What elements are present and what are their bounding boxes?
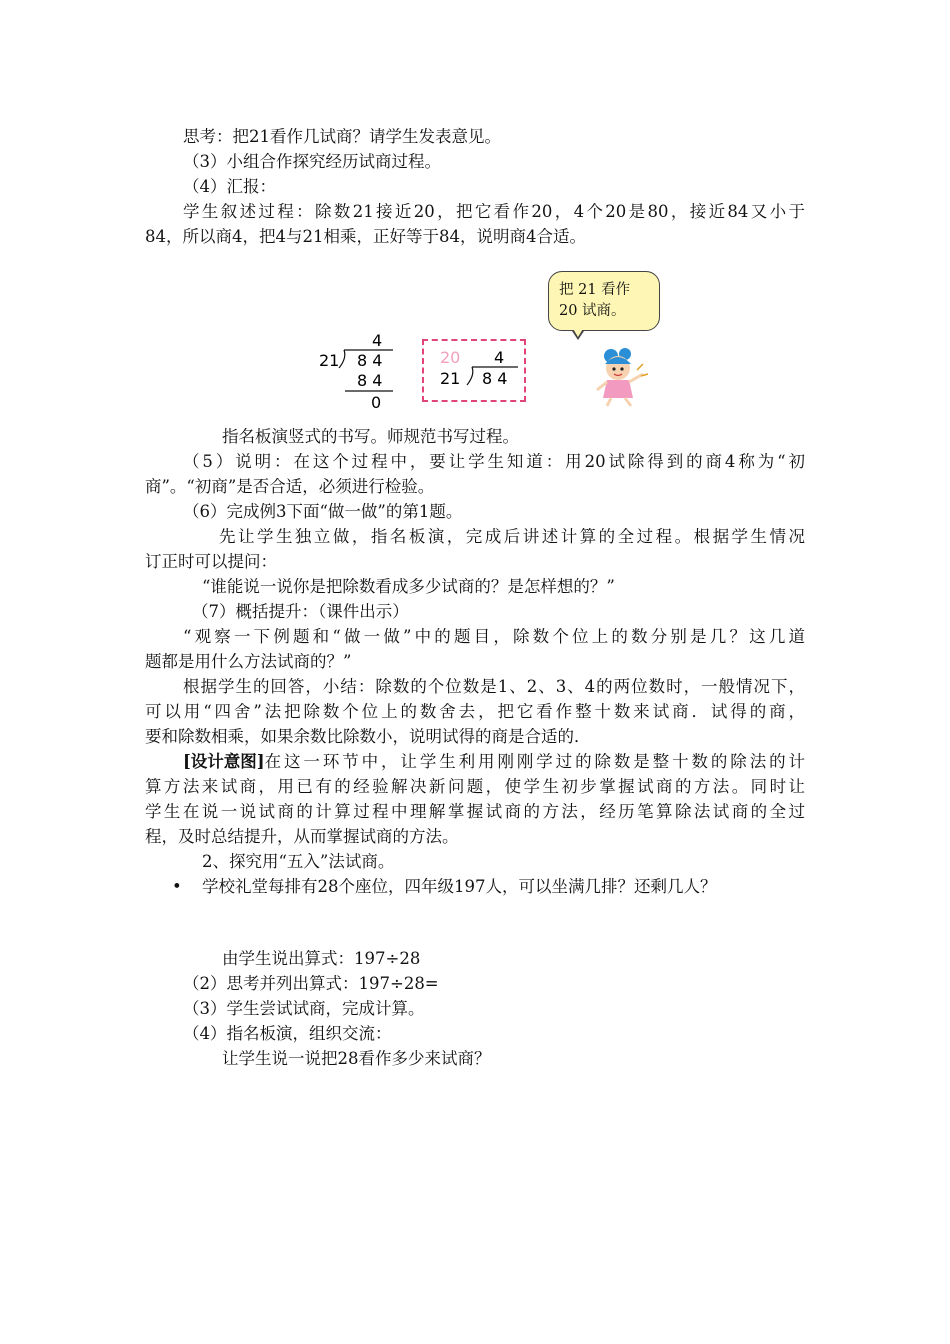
trial-divisor-real: 21 — [440, 369, 461, 388]
section-heading-five-in: 2、探究用“五入”法试商。 — [202, 852, 395, 871]
paragraph-design-line3: 学生在说一说试商的计算过程中理解掌握试商的方法，经历笔算除法试商的全过 — [145, 802, 805, 821]
paragraph-design-line4: 程，及时总结提升，从而掌握试商的方法。 — [145, 827, 459, 846]
paragraph-summary-line2: 可以用“四舍”法把除数个位上的数舍去，把它看作整十数来试商．试得的商， — [145, 702, 805, 721]
paragraph-summary-line1: 根据学生的回答，小结：除数的个位数是1、2、3、4的两位数时，一般情况下， — [183, 677, 805, 696]
trial-divisor-text: 20 — [440, 348, 461, 367]
bubble-line-1: 把 21 看作 — [559, 282, 631, 298]
product-text: 8 4 — [357, 371, 383, 390]
paragraph-step3b: （3）学生尝试试商，完成计算。 — [183, 999, 425, 1018]
trial-quotient-text: 4 — [494, 348, 505, 367]
paragraph-step4b: （4）指名板演，组织交流： — [183, 1024, 392, 1043]
speech-bubble — [548, 271, 660, 331]
trial-division-bracket — [467, 367, 473, 385]
paragraph-step2b: （2）思考并列出算式：197÷28= — [183, 974, 439, 993]
paragraph-explain-line1: （5）说明：在这个过程中，要让学生知道：用20试除得到的商4称为“初 — [183, 452, 805, 471]
paragraph-observe-line1: “观察一下例题和“做一做”中的题目，除数个位上的数分别是几？这几道 — [183, 627, 805, 646]
division-bracket — [339, 350, 345, 368]
paragraph-explain-line2: 商”。“初商”是否合适，必须进行检验。 — [145, 477, 435, 496]
paragraph-report-line2: 84，所以商4，把4与21相乘，正好等于84，说明商4合适。 — [145, 227, 586, 246]
paragraph-summary-line3: 要和除数相乘，如果余数比除数小，说明试得的商是合适的． — [145, 727, 591, 746]
divisor-text: 21 — [319, 351, 340, 370]
long-division — [305, 328, 405, 418]
paragraph-observe-line2: 题都是用什么方法试商的？” — [145, 652, 352, 671]
trial-division-box — [422, 339, 526, 402]
paragraph-design-line1 — [183, 751, 805, 773]
cartoon-girl-image — [585, 344, 651, 410]
paragraph-step4: （4）汇报： — [183, 177, 276, 196]
trial-dividend-text: 8 4 — [482, 369, 508, 388]
paragraph-think: 思考：把21看作几试商？请学生发表意见。 — [183, 127, 501, 146]
paragraph-design-line2: 算方法来试商，用已有的经验解决新问题，使学生初步掌握试商的方法。同时让 — [145, 777, 805, 796]
paragraph-step7: （7）概括提升：（课件出示） — [192, 602, 409, 621]
paragraph-board: 指名板演竖式的书写。师规范书写过程。 — [222, 427, 519, 446]
paragraph-independent-line1: 先让学生独立做，指名板演，完成后讲述计算的全过程。根据学生情况 — [219, 527, 805, 546]
paragraph-step6: （6）完成例3下面“做一做”的第1题。 — [183, 502, 463, 521]
paragraph-final-question: 让学生说一说把28看作多少来试商？ — [222, 1049, 491, 1068]
paragraph-step3: （3）小组合作探究经历试商过程。 — [183, 152, 441, 171]
bubble-line-2: 20 试商。 — [559, 303, 626, 319]
paragraph-problem: 学校礼堂每排有28个座位，四年级197人，可以坐满几排？还剩几人？ — [202, 877, 717, 896]
paragraph-report-line1: 学生叙述过程：除数21接近20，把它看作20，4个20是80，接近84又小于 — [183, 202, 805, 221]
dividend-text: 8 4 — [357, 351, 383, 370]
design-intent-text-1: 在这一环节中，让学生利用刚刚学过的除数是整十数的除法的计 — [264, 752, 805, 771]
bullet-dot: • — [172, 877, 182, 896]
paragraph-question: “谁能说一说你是把除数看成多少试商的？是怎样想的？” — [202, 577, 615, 596]
remainder-text: 0 — [371, 393, 382, 412]
design-intent-label: [设计意图] — [183, 752, 265, 771]
paragraph-independent-line2: 订正时可以提问： — [145, 552, 277, 571]
division-figure — [305, 268, 675, 423]
quotient-digit: 4 — [372, 331, 383, 350]
paragraph-expression: 由学生说出算式：197÷28 — [222, 949, 421, 968]
speech-bubble-tail-fill — [572, 327, 584, 337]
